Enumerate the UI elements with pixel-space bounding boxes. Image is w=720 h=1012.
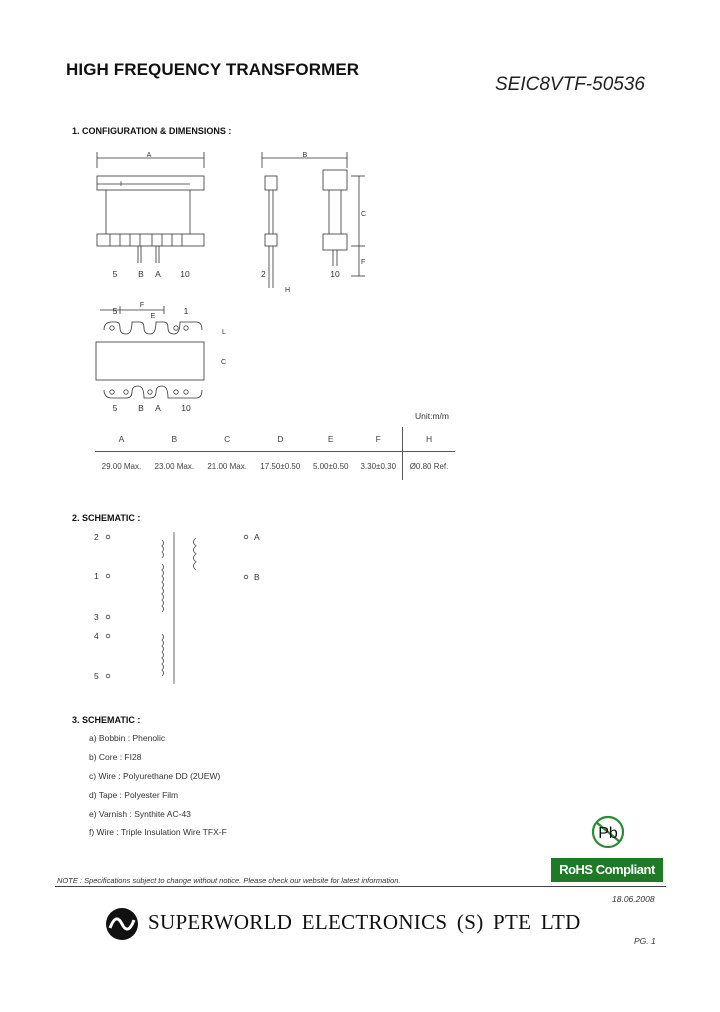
table-header-cell: D [254, 427, 307, 452]
table-cell: 21.00 Max. [207, 461, 247, 471]
table-header-cell: C [201, 427, 254, 452]
side-pin-label: 10 [330, 269, 340, 279]
schematic-diagram [88, 528, 278, 688]
bottom-view-drawing [90, 300, 240, 416]
front-view-drawing [90, 148, 220, 283]
dim-c-label: C [221, 359, 227, 366]
schematic-pin-label: 3 [94, 612, 99, 622]
table-row [95, 452, 455, 481]
table-header-cell: A [95, 427, 148, 452]
rohs-compliant-badge: RoHS Compliant [551, 858, 663, 882]
dim-f-label: F [361, 259, 366, 266]
bottom-pin-label: 5 [112, 403, 118, 413]
section-3-heading: 3. SCHEMATIC : [72, 715, 141, 725]
table-cell: Ø0.80 Ref. [403, 452, 455, 481]
bottom-pin-label: A [155, 403, 161, 413]
dim-a-label: A [146, 152, 152, 159]
material-item: f) Wire : Triple Insulation Wire TFX-F [89, 827, 227, 837]
document-date: 18.06.2008 [612, 894, 655, 904]
side-pin-label: 2 [261, 269, 266, 279]
footer-note: NOTE : Specifications subject to change without notice. Please check our website for latest information. [57, 876, 401, 885]
front-pin-label: A [155, 269, 161, 279]
table-header-cell: E [307, 427, 354, 452]
company-logo-icon [104, 906, 140, 942]
table-cell: 5.00±0.50 [312, 461, 349, 471]
table-cell: 17.50±0.50 [260, 461, 301, 471]
material-item: b) Core : FI28 [89, 752, 142, 762]
table-header-cell: H [403, 427, 455, 452]
front-pin-label: 10 [180, 269, 190, 279]
rohs-pb-free-icon [585, 813, 631, 851]
schematic-pin-label: B [254, 572, 260, 582]
material-item: a) Bobbin : Phenolic [89, 733, 166, 743]
bottom-top-pin-label: 1 [183, 306, 189, 316]
material-item: d) Tape : Polyester Film [89, 790, 179, 800]
dim-i-label: I [120, 181, 122, 188]
table-header-cell: F [354, 427, 402, 452]
schematic-pin-label: 5 [94, 671, 99, 681]
schematic-pin-label: 4 [94, 631, 99, 641]
front-pin-label: 5 [112, 269, 118, 279]
schematic-pin-label: 1 [94, 571, 99, 581]
table-header-cell: B [148, 427, 201, 452]
part-number: SEIC8VTF-50536 [495, 74, 645, 95]
schematic-pin-label: 2 [94, 532, 99, 542]
schematic-pin-label: A [254, 532, 260, 542]
material-item: e) Varnish : Synthite AC-43 [89, 809, 191, 819]
table-cell: 29.00 Max. [101, 461, 142, 471]
company-name: SUPERWORLD ELECTRONICS (S) PTE LTD [148, 910, 581, 934]
table-header-row [95, 427, 455, 452]
bottom-top-pin-label: 5 [112, 306, 118, 316]
bottom-pin-label: B [138, 403, 144, 413]
material-item: c) Wire : Polyurethane DD (2UEW) [89, 771, 221, 781]
page-number: PG. 1 [634, 936, 656, 946]
dim-c-label: C [361, 211, 367, 218]
table-cell: 23.00 Max. [154, 461, 195, 471]
dim-h-label: H [285, 287, 291, 294]
side-view-drawing [255, 148, 375, 298]
bottom-pin-label: 10 [181, 403, 191, 413]
section-2-heading: 2. SCHEMATIC : [72, 513, 141, 523]
document-title: HIGH FREQUENCY TRANSFORMER [66, 60, 360, 79]
svg-text:Pb: Pb [598, 825, 618, 842]
footer-divider [55, 886, 666, 887]
dimensions-table [95, 427, 455, 480]
front-pin-label: B [138, 269, 144, 279]
dim-f-label: F [139, 302, 145, 309]
dim-l-label: L [222, 329, 226, 336]
dim-e-label: E [150, 313, 156, 320]
section-1-heading: 1. CONFIGURATION & DIMENSIONS : [72, 126, 232, 136]
dim-b-label: B [302, 152, 308, 159]
unit-label: Unit:m/m [415, 411, 449, 421]
table-cell: 3.30±0.30 [360, 461, 397, 471]
